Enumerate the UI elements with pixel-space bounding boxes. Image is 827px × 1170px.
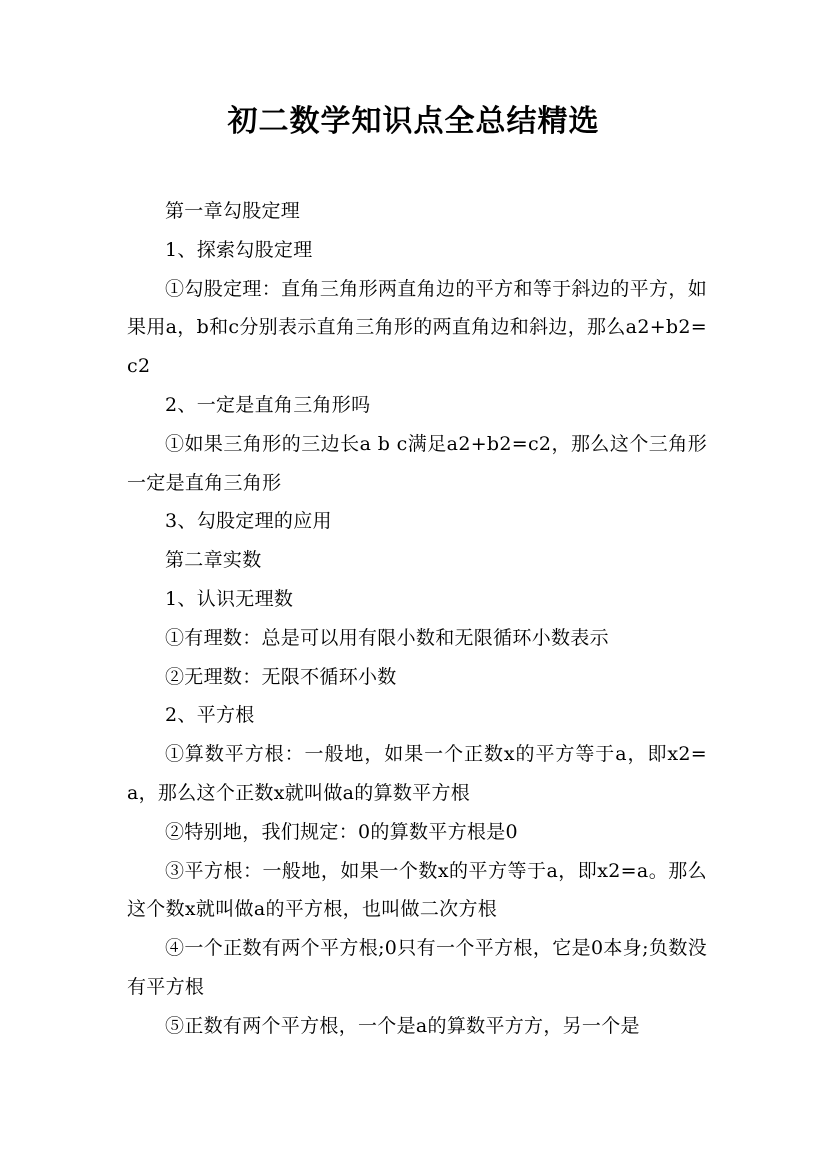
paragraph-chapter-2-heading: 第二章实数 [165, 549, 262, 572]
paragraph: ③平方根：一般地，如果一个数x的平方等于a，即x2=a。那么这个数x就叫做a的平方根，也叫做二次方根 [127, 859, 707, 921]
paragraph-section-heading: 2、平方根 [165, 704, 255, 727]
paragraph-section-heading: 1、探索勾股定理 [165, 238, 313, 261]
paragraph-section-heading: 2、一定是直角三角形吗 [165, 393, 371, 416]
paragraph: ①如果三角形的三边长a b c满足a2+b2=c2，那么这个三角形一定是直角三角形 [127, 432, 707, 494]
paragraph-chapter-1-heading: 第一章勾股定理 [165, 200, 301, 222]
paragraph: ②无理数：无限不循环小数 [165, 665, 397, 688]
paragraph-section-heading: 3、勾股定理的应用 [165, 510, 332, 533]
paragraph: ①算数平方根：一般地，如果一个正数x的平方等于a，即x2=a，那么这个正数x就叫做a的算数平方根 [127, 743, 707, 804]
paragraph: ⑤正数有两个平方根，一个是a的算数平方方，另一个是 [165, 1014, 640, 1037]
paragraph-section-heading: 1、认识无理数 [165, 587, 294, 610]
paragraph: ①有理数：总是可以用有限小数和无限循环小数表示 [165, 626, 609, 649]
document-body [127, 192, 707, 1046]
paragraph: ④一个正数有两个平方根;0只有一个平方根，它是0本身;负数没有平方根 [127, 937, 707, 998]
paragraph: ①勾股定理：直角三角形两直角边的平方和等于斜边的平方，如果用a，b和c分别表示直角三角形的两直角边和斜边，那么a2+b2=c2 [127, 277, 707, 378]
document-title: 初二数学知识点全总结精选 [227, 104, 600, 139]
paragraph: ②特别地，我们规定：0的算数平方根是0 [165, 820, 518, 843]
